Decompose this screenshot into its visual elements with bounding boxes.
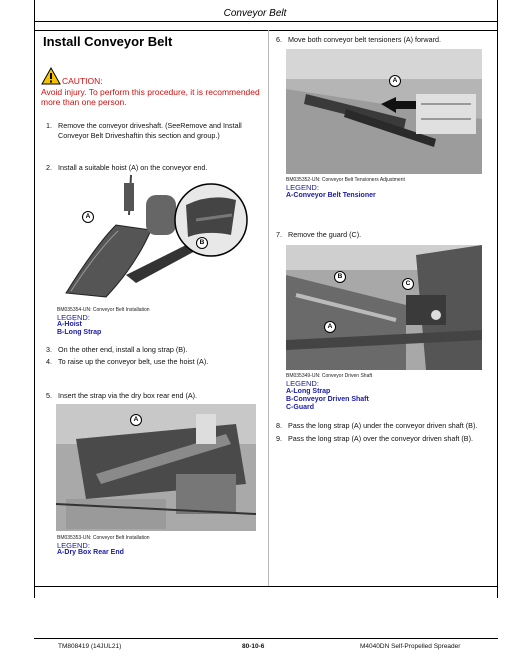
callout-a: A	[389, 75, 401, 87]
callout-b: B	[196, 237, 208, 249]
right-border	[497, 0, 498, 598]
legend-item: A-Long Strap	[286, 388, 331, 395]
dry-box-rear-end-photo	[56, 404, 256, 531]
callout-c: C	[402, 278, 414, 290]
step-text: On the other end, install a long strap (B).	[58, 345, 188, 354]
hoist-installation-photo	[56, 175, 256, 303]
header-rule	[34, 21, 498, 22]
legend-title: LEGEND:	[57, 313, 90, 322]
legend-item: A-Conveyor Belt Tensioner	[286, 192, 376, 199]
step-text: To raise up the conveyor belt, use the hoist (A).	[58, 357, 209, 366]
footer-page-number: 80-10-6	[242, 643, 265, 650]
legend-title: LEGEND:	[57, 541, 90, 550]
step-text: Remove the conveyor driveshaft. (SeeRemove and Install Conveyor Belt Driveshaftin this section and group.)	[58, 121, 242, 140]
callout-a: A	[82, 211, 94, 223]
section-title: Install Conveyor Belt	[43, 34, 173, 49]
step-number: 1.	[46, 121, 52, 130]
footer-doc-id: TM808419 (14JUL21)	[58, 643, 122, 650]
step-text: Remove the guard (C).	[288, 230, 362, 239]
legend-title: LEGEND:	[286, 183, 319, 192]
callout-a: A	[324, 321, 336, 333]
step-number: 2.	[46, 163, 52, 172]
step-number: 4.	[46, 357, 52, 366]
content-bottom-rule	[34, 586, 498, 587]
tensioner-illustration	[286, 49, 482, 174]
warning-icon	[41, 67, 61, 85]
callout-b: B	[334, 271, 346, 283]
header-title: Conveyor Belt	[223, 8, 287, 19]
column-divider	[268, 30, 269, 586]
step-number: 7.	[276, 230, 282, 239]
legend-item: A-Hoist	[57, 321, 82, 328]
driven-shaft-illustration	[286, 245, 482, 370]
step-text: Pass the long strap (A) over the conveyor driven shaft (B).	[288, 434, 473, 443]
step-number: 9.	[276, 434, 282, 443]
legend-item: A-Dry Box Rear End	[57, 549, 124, 556]
step-text: Install a suitable hoist (A) on the conveyor end.	[58, 163, 208, 172]
step-text: Insert the strap via the dry box rear end (A).	[58, 391, 198, 400]
caution-label: CAUTION:	[62, 76, 103, 86]
step-text: Pass the long strap (A) under the conveyor driven shaft (B).	[288, 421, 478, 430]
step-number: 3.	[46, 345, 52, 354]
content-top-rule	[34, 30, 498, 31]
conveyor-driven-shaft-photo	[286, 245, 482, 370]
conveyor-belt-tensioner-photo	[286, 49, 482, 174]
callout-a: A	[130, 414, 142, 426]
legend-item: B-Conveyor Driven Shaft	[286, 396, 369, 403]
step-number: 8.	[276, 421, 282, 430]
legend-title: LEGEND:	[286, 379, 319, 388]
step-text: Move both conveyor belt tensioners (A) forward.	[288, 35, 442, 44]
figure-caption: BM035349-UN: Conveyor Driven Shaft	[286, 373, 373, 379]
legend-item: C-Guard	[286, 404, 314, 411]
figure-caption: BM035353-UN: Conveyor Belt Installation	[57, 535, 150, 541]
footer-rule	[34, 638, 498, 639]
step-number: 5.	[46, 391, 52, 400]
dry-box-illustration	[56, 404, 256, 531]
caution-text: Avoid injury. To perform this procedure, it is recommended more than one person.	[41, 87, 260, 107]
figure-caption: BM035354-UN: Conveyor Belt Installation	[57, 307, 150, 313]
legend-item: B-Long Strap	[57, 329, 102, 336]
left-border	[34, 0, 35, 598]
hoist-illustration	[56, 175, 256, 303]
footer-product: M4040DN Self-Propelled Spreader	[360, 643, 461, 650]
step-number: 6.	[276, 35, 282, 44]
figure-caption: BM035352-UN: Conveyor Belt Tensioners Adjustment	[286, 177, 405, 183]
